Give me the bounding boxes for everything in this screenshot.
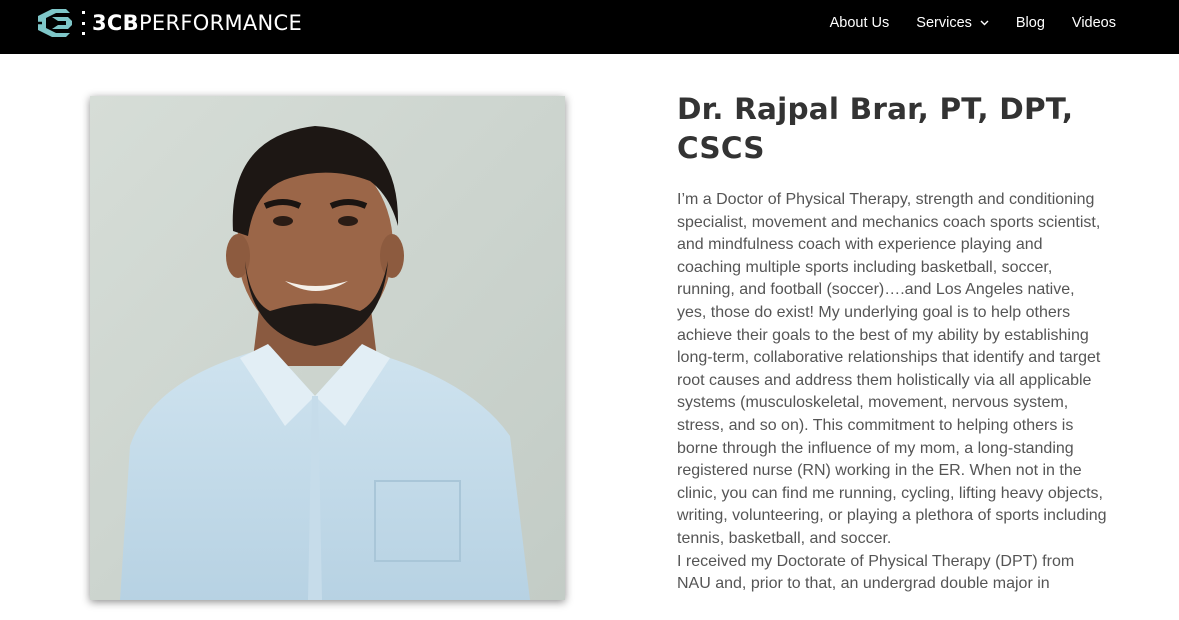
nav-item-blog[interactable] xyxy=(1016,15,1045,31)
bio-paragraph: I received my Doctorate of Physical Therapy (DPT) from NAU and, prior to that, an undergrad double major in xyxy=(677,552,1075,593)
logo-divider xyxy=(82,11,85,35)
logo-text: 3CBPERFORMANCE xyxy=(92,10,303,35)
nav-item-label: Services xyxy=(916,15,972,31)
profile-bio xyxy=(677,189,1107,596)
nav-item-label: Blog xyxy=(1015,15,1045,31)
site-header xyxy=(0,0,1179,54)
nav-item-services[interactable] xyxy=(916,15,989,31)
nav-item-label: About Us xyxy=(829,15,890,31)
main-nav xyxy=(830,0,1116,46)
nav-item-about-us[interactable] xyxy=(830,15,890,31)
profile-photo xyxy=(90,96,565,600)
3cb-logo-mark-icon xyxy=(32,6,76,40)
chevron-down-icon xyxy=(980,20,989,26)
nav-item-videos[interactable] xyxy=(1072,15,1116,31)
profile-content xyxy=(677,90,1107,596)
portrait-illustration xyxy=(90,96,565,600)
bio-paragraph: I’m a Doctor of Physical Therapy, strength and conditioning specialist, movement and mechanics coach sports scientist, and mindfulness coach with experience playing and coaching multiple sports including basketball, soccer, running, and football (soccer)….and Los Angeles native, yes, those do exist! My underlying goal is to help others achieve their goals to the best of my ability by establishing long-term, collaborative relationships that identify and target root causes and address them holistically via all applicable systems (musculoskeletal, movement, nervous system, stress, and so on). This commitment to helping others is borne through the influence of my mom, a long-standing registered nurse (RN) working in the ER. When not in the clinic, you can find me running, cycling, lifting heavy objects, writing, volunteering, or playing a plethora of sports including tennis, basketball, and soccer. xyxy=(677,191,1107,547)
profile-name: Dr. Rajpal Brar, PT, DPT, CSCS xyxy=(677,92,1074,165)
nav-item-label: Videos xyxy=(1071,15,1116,31)
site-logo[interactable] xyxy=(32,6,302,40)
